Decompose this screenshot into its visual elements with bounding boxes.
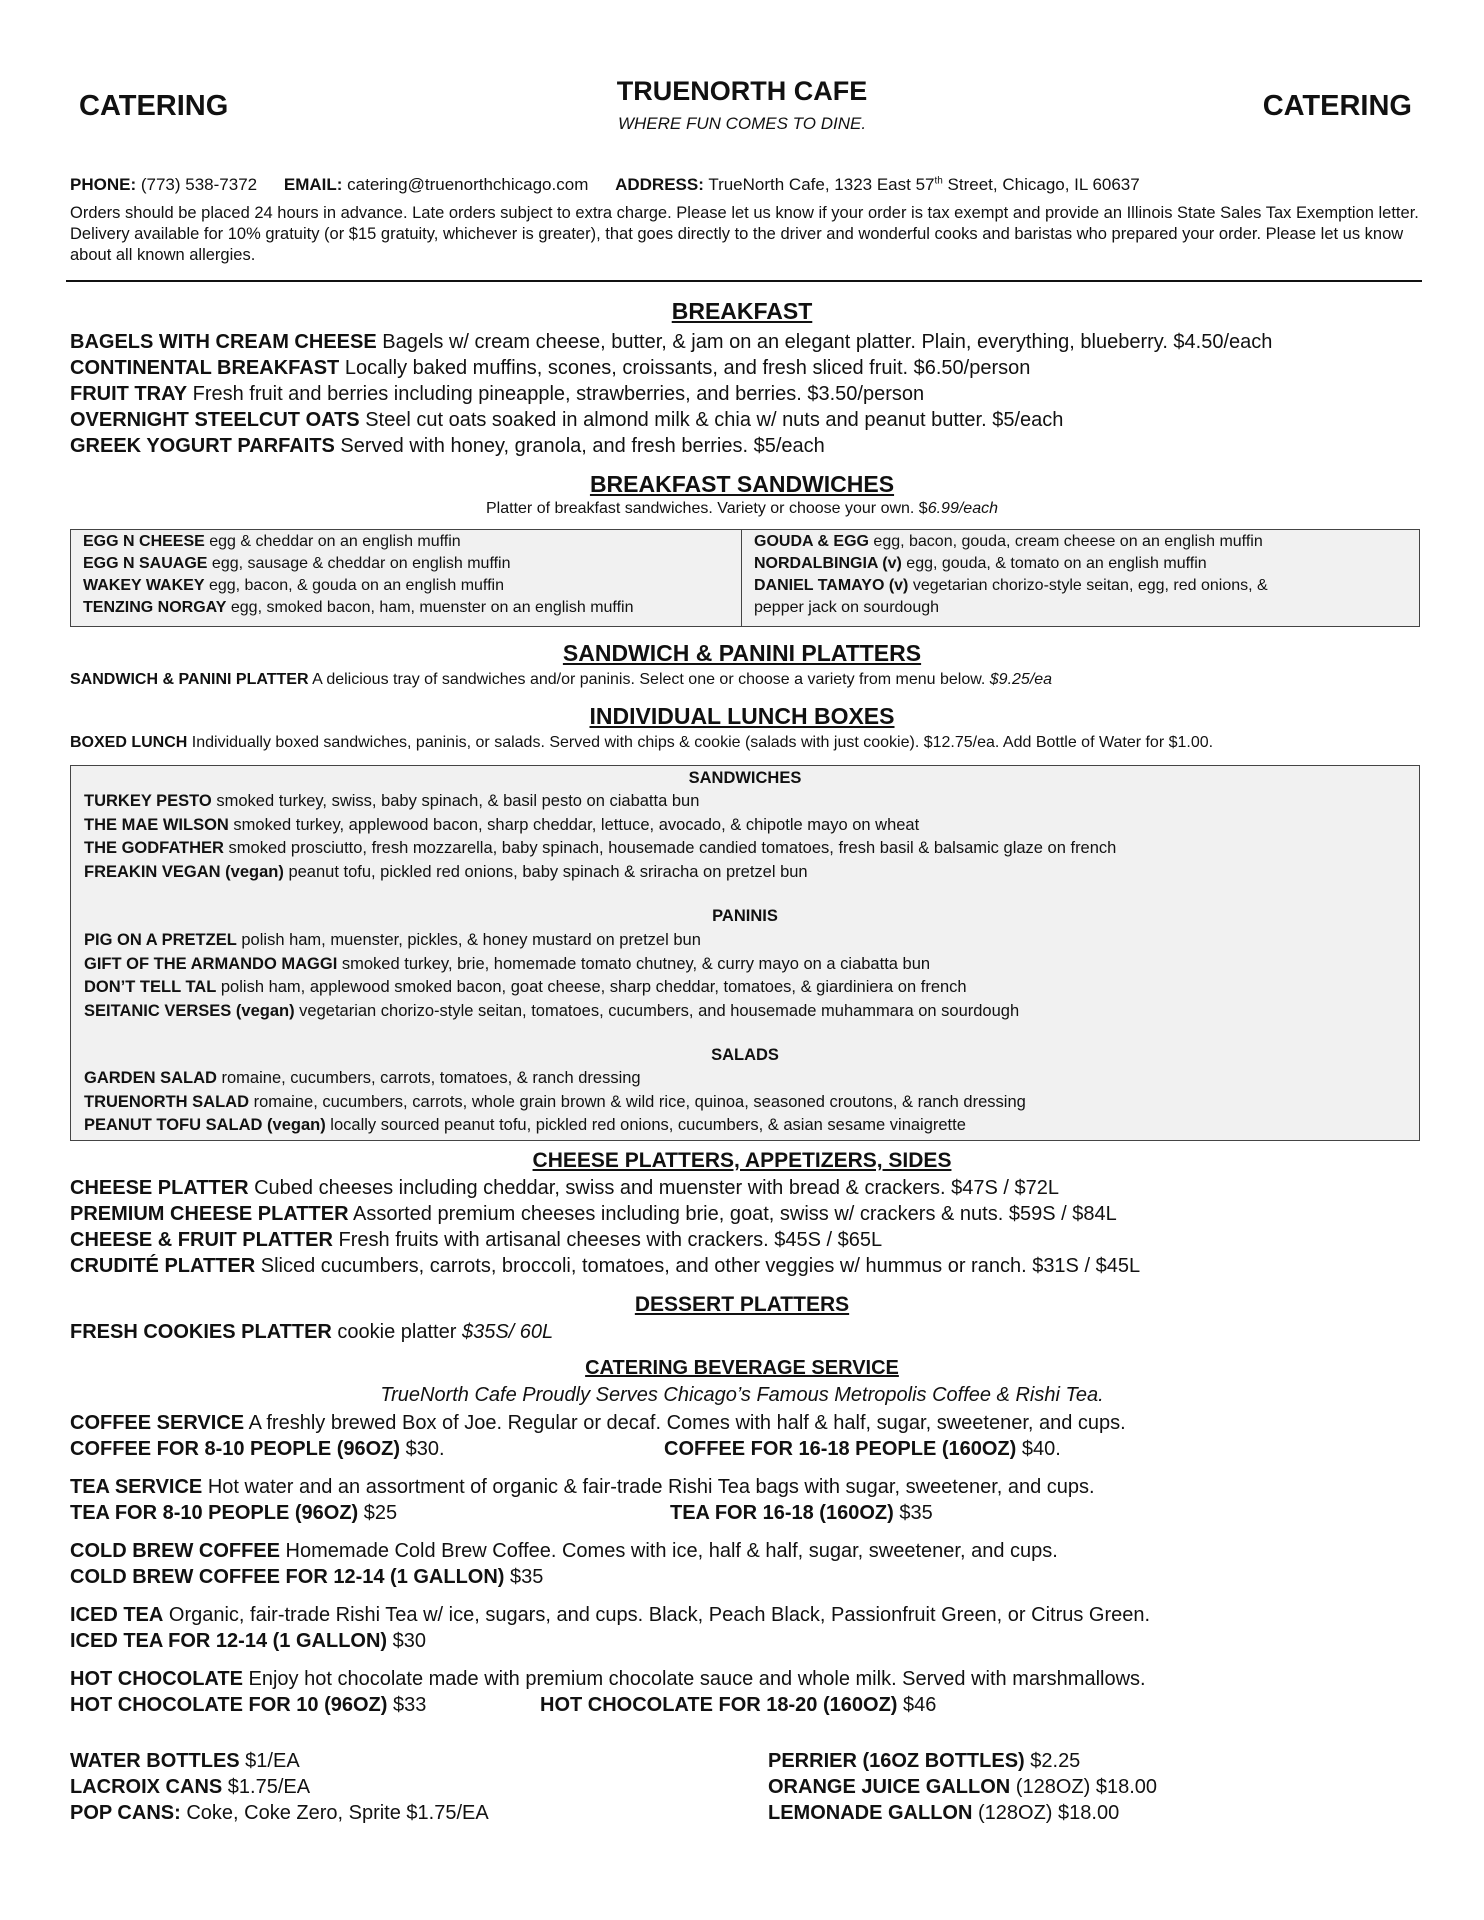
coffee-service xyxy=(70,1410,1450,1462)
cold-brew-service xyxy=(70,1538,1450,1590)
menu-item: TEA SERVICE Hot water and an assortment of organic & fair-trade Rishi Tea bags with sugar, sweetener, and cups. xyxy=(70,1476,1095,1498)
menu-item: GREEK YOGURT PARFAITS Served with honey, granola, and fresh berries. $5/each xyxy=(70,435,825,457)
address-label: ADDRESS: xyxy=(615,175,704,194)
menu-item: FREAKIN VEGAN (vegan) peanut tofu, pickled red onions, baby spinach & sriracha on pretzel bun xyxy=(84,862,808,881)
menu-item: BOXED LUNCH Individually boxed sandwiches, paninis, or salads. Served with chips & cookie (salads with just cookie). $12.75/ea. Add Bottle of Water for $1.00. xyxy=(70,734,1214,751)
menu-item: EGG N CHEESE egg & cheddar on an english muffin xyxy=(83,533,461,550)
drinks-left-column xyxy=(70,1748,489,1826)
dessert-list xyxy=(70,1319,1450,1345)
menu-item: SANDWICH & PANINI PLATTER A delicious tray of sandwiches and/or paninis. Select one or choose a variety from menu below. $9.25/ea xyxy=(70,671,1053,688)
menu-item: DANIEL TAMAYO (v) vegetarian chorizo-style seitan, egg, red onions, & xyxy=(754,577,1268,594)
option-line: COLD BREW COFFEE FOR 12-14 (1 GALLON) $35 xyxy=(70,1566,544,1588)
menu-item: FRUIT TRAY Fresh fruit and berries including pineapple, strawberries, and berries. $3.50/person xyxy=(70,383,925,405)
order-policy: Orders should be placed 24 hours in advance. Late orders subject to extra charge. Please let us know if your order is tax exempt and provide an Illinois State Sales Tax Exemption letter. Delivery available for 10% gratuity (or $15 gratuity, whichever is greater), that goes directly to the driver and wonderful cooks and baristas who prepared your order. Please let us know about all known allergies. xyxy=(70,204,1419,264)
tea-service xyxy=(70,1474,1450,1526)
menu-item: LACROIX CANS $1.75/EA xyxy=(70,1776,311,1798)
option-line: HOT CHOCOLATE FOR 10 (96OZ) $33 HOT CHOCOLATE FOR 18-20 (160OZ) $46 xyxy=(70,1694,937,1716)
address-text: TrueNorth Cafe, 1323 East 57th Street, Chicago, IL 60637 xyxy=(708,175,1140,194)
cafe-title: TRUENORTH CAFE xyxy=(616,76,868,106)
email-label: EMAIL: xyxy=(283,175,343,194)
header-divider xyxy=(66,280,1422,282)
lunch-boxes-title: INDIVIDUAL LUNCH BOXES xyxy=(589,703,895,729)
paninis-heading: PANINIS xyxy=(712,907,778,925)
email-address[interactable]: catering@truenorthchicago.com xyxy=(347,175,589,194)
menu-item: DON’T TELL TAL polish ham, applewood smoked bacon, goat cheese, sharp cheddar, tomatoes, & giardiniera on french xyxy=(84,978,967,996)
menu-item: COFFEE SERVICE A freshly brewed Box of Joe. Regular or decaf. Comes with half & half, sugar, sweetener, and cups. xyxy=(70,1412,1126,1434)
menu-item: POP CANS: Coke, Coke Zero, Sprite $1.75/EA xyxy=(70,1802,489,1824)
menu-item: HOT CHOCOLATE Enjoy hot chocolate made with premium chocolate sauce and whole milk. Served with marshmallows. xyxy=(70,1668,1146,1690)
menu-item: THE GODFATHER smoked prosciutto, fresh mozzarella, baby spinach, housemade candied tomatoes, fresh basil & balsamic glaze on french xyxy=(84,839,1117,857)
beverage-title: CATERING BEVERAGE SERVICE xyxy=(585,1357,899,1379)
menu-item: EGG N SAUAGE egg, sausage & cheddar on english muffin xyxy=(83,555,511,572)
iced-tea-service xyxy=(70,1602,1450,1654)
cheese-platters-title: CHEESE PLATTERS, APPETIZERS, SIDES xyxy=(532,1149,952,1172)
menu-item: GARDEN SALAD romaine, cucumbers, carrots, tomatoes, & ranch dressing xyxy=(84,1069,641,1087)
menu-item: TURKEY PESTO smoked turkey, swiss, baby spinach, & basil pesto on ciabatta bun xyxy=(84,792,700,810)
breakfast-sandwiches-box xyxy=(70,529,1420,627)
breakfast-list xyxy=(70,329,1450,459)
phone-number[interactable]: (773) 538-7372 xyxy=(140,175,258,194)
boxed-lunch-line xyxy=(70,733,1450,753)
menu-item: ICED TEA Organic, fair-trade Rishi Tea w/ ice, sugars, and cups. Black, Peach Black, Passionfruit Green, or Citrus Green. xyxy=(70,1604,1151,1626)
lunch-box-menu xyxy=(70,765,1420,1141)
salads-heading: SALADS xyxy=(711,1046,779,1064)
breakfast-sandwiches-note: Platter of breakfast sandwiches. Variety or choose your own. $6.99/each xyxy=(486,500,998,517)
option-line: COFFEE FOR 8-10 PEOPLE (96OZ) $30. COFFEE FOR 16-18 PEOPLE (160OZ) $40. xyxy=(70,1438,1061,1460)
menu-item: TENZING NORGAY egg, smoked bacon, ham, muenster on an english muffin xyxy=(83,599,634,616)
menu-item: CONTINENTAL BREAKFAST Locally baked muffins, scones, croissants, and fresh sliced fruit. $6.50/person xyxy=(70,357,1031,379)
menu-item: FRESH COOKIES PLATTER cookie platter $35S/ 60L xyxy=(70,1321,554,1343)
page-header xyxy=(0,74,1484,144)
menu-item: NORDALBINGIA (v) egg, gouda, & tomato on an english muffin xyxy=(754,555,1207,572)
menu-item: CHEESE & FRUIT PLATTER Fresh fruits with artisanal cheeses with crackers. $45S / $65L xyxy=(70,1229,883,1251)
menu-item: CRUDITÉ PLATTER Sliced cucumbers, carrots, broccoli, tomatoes, and other veggies w/ hummus or ranch. $31S / $45L xyxy=(70,1255,1141,1277)
panini-platters-title: SANDWICH & PANINI PLATTERS xyxy=(562,640,922,666)
paninis-list xyxy=(84,929,1019,1023)
menu-item: WAKEY WAKEY egg, bacon, & gouda on an english muffin xyxy=(83,577,504,594)
breakfast-title: BREAKFAST xyxy=(671,298,813,324)
menu-item: PEANUT TOFU SALAD (vegan) locally sourced peanut tofu, pickled red onions, cucumbers, & asian sesame vinaigrette xyxy=(84,1116,966,1134)
menu-item: ORANGE JUICE GALLON (128OZ) $18.00 xyxy=(768,1776,1157,1798)
salads-list xyxy=(84,1067,1026,1138)
breakfast-sandwiches-title: BREAKFAST SANDWICHES xyxy=(589,471,895,497)
cafe-tagline: WHERE FUN COMES TO DINE. xyxy=(617,114,867,133)
option-line: ICED TEA FOR 12-14 (1 GALLON) $30 xyxy=(70,1630,427,1652)
menu-item: TRUENORTH SALAD romaine, cucumbers, carrots, whole grain brown & wild rice, quinoa, seasoned croutons, & ranch dressing xyxy=(84,1092,1026,1111)
breakfast-sandwiches-left xyxy=(71,530,742,626)
phone-label: PHONE: xyxy=(70,175,137,194)
menu-item: CHEESE PLATTER Cubed cheeses including cheddar, swiss and muenster with bread & crackers. $47S / $72L xyxy=(70,1177,1060,1199)
menu-item: GOUDA & EGG egg, bacon, gouda, cream cheese on an english muffin xyxy=(754,533,1263,550)
catering-label-left: CATERING xyxy=(79,90,229,122)
sandwiches-list xyxy=(84,790,1116,884)
menu-item: PIG ON A PRETZEL polish ham, muenster, pickles, & honey mustard on pretzel bun xyxy=(84,931,701,949)
menu-item: OVERNIGHT STEELCUT OATS Steel cut oats soaked in almond milk & chia w/ nuts and peanut butter. $5/each xyxy=(70,409,1064,431)
menu-item: GIFT OF THE ARMANDO MAGGI smoked turkey, brie, homemade tomato chutney, & curry mayo on a ciabatta bun xyxy=(84,954,931,973)
menu-item: COLD BREW COFFEE Homemade Cold Brew Coffee. Comes with ice, half & half, sugar, sweetener, and cups. xyxy=(70,1540,1058,1562)
beverage-subtitle: TrueNorth Cafe Proudly Serves Chicago’s Famous Metropolis Coffee & Rishi Tea. xyxy=(380,1384,1104,1406)
menu-item: PERRIER (16OZ BOTTLES) $2.25 xyxy=(768,1750,1081,1772)
menu-item: THE MAE WILSON smoked turkey, applewood bacon, sharp cheddar, lettuce, avocado, & chipotle mayo on wheat xyxy=(84,815,920,834)
contact-line xyxy=(70,175,1140,195)
menu-item: BAGELS WITH CREAM CHEESE Bagels w/ cream cheese, butter, & jam on an elegant platter. Plain, everything, blueberry. $4.50/each xyxy=(70,331,1273,353)
hot-chocolate-service xyxy=(70,1666,1450,1718)
menu-item: PREMIUM CHEESE PLATTER Assorted premium cheeses including brie, goat, swiss w/ crackers & nuts. $59S / $84L xyxy=(70,1203,1117,1225)
catering-label-right: CATERING xyxy=(1262,90,1412,122)
menu-item-continued: pepper jack on sourdough xyxy=(754,599,940,616)
dessert-title: DESSERT PLATTERS xyxy=(634,1293,850,1316)
breakfast-sandwiches-right xyxy=(742,530,1419,626)
cheese-list xyxy=(70,1175,1450,1279)
drinks-right-column xyxy=(768,1748,1157,1826)
menu-item: WATER BOTTLES $1/EA xyxy=(70,1750,300,1772)
sandwiches-heading: SANDWICHES xyxy=(688,769,802,787)
menu-item: SEITANIC VERSES (vegan) vegetarian chorizo-style seitan, tomatoes, cucumbers, and housemade muhammara on sourdough xyxy=(84,1001,1020,1020)
option-line: TEA FOR 8-10 PEOPLE (96OZ) $25 TEA FOR 16-18 (160OZ) $35 xyxy=(70,1502,933,1524)
panini-platter-line xyxy=(70,670,1450,690)
menu-item: LEMONADE GALLON (128OZ) $18.00 xyxy=(768,1802,1120,1824)
